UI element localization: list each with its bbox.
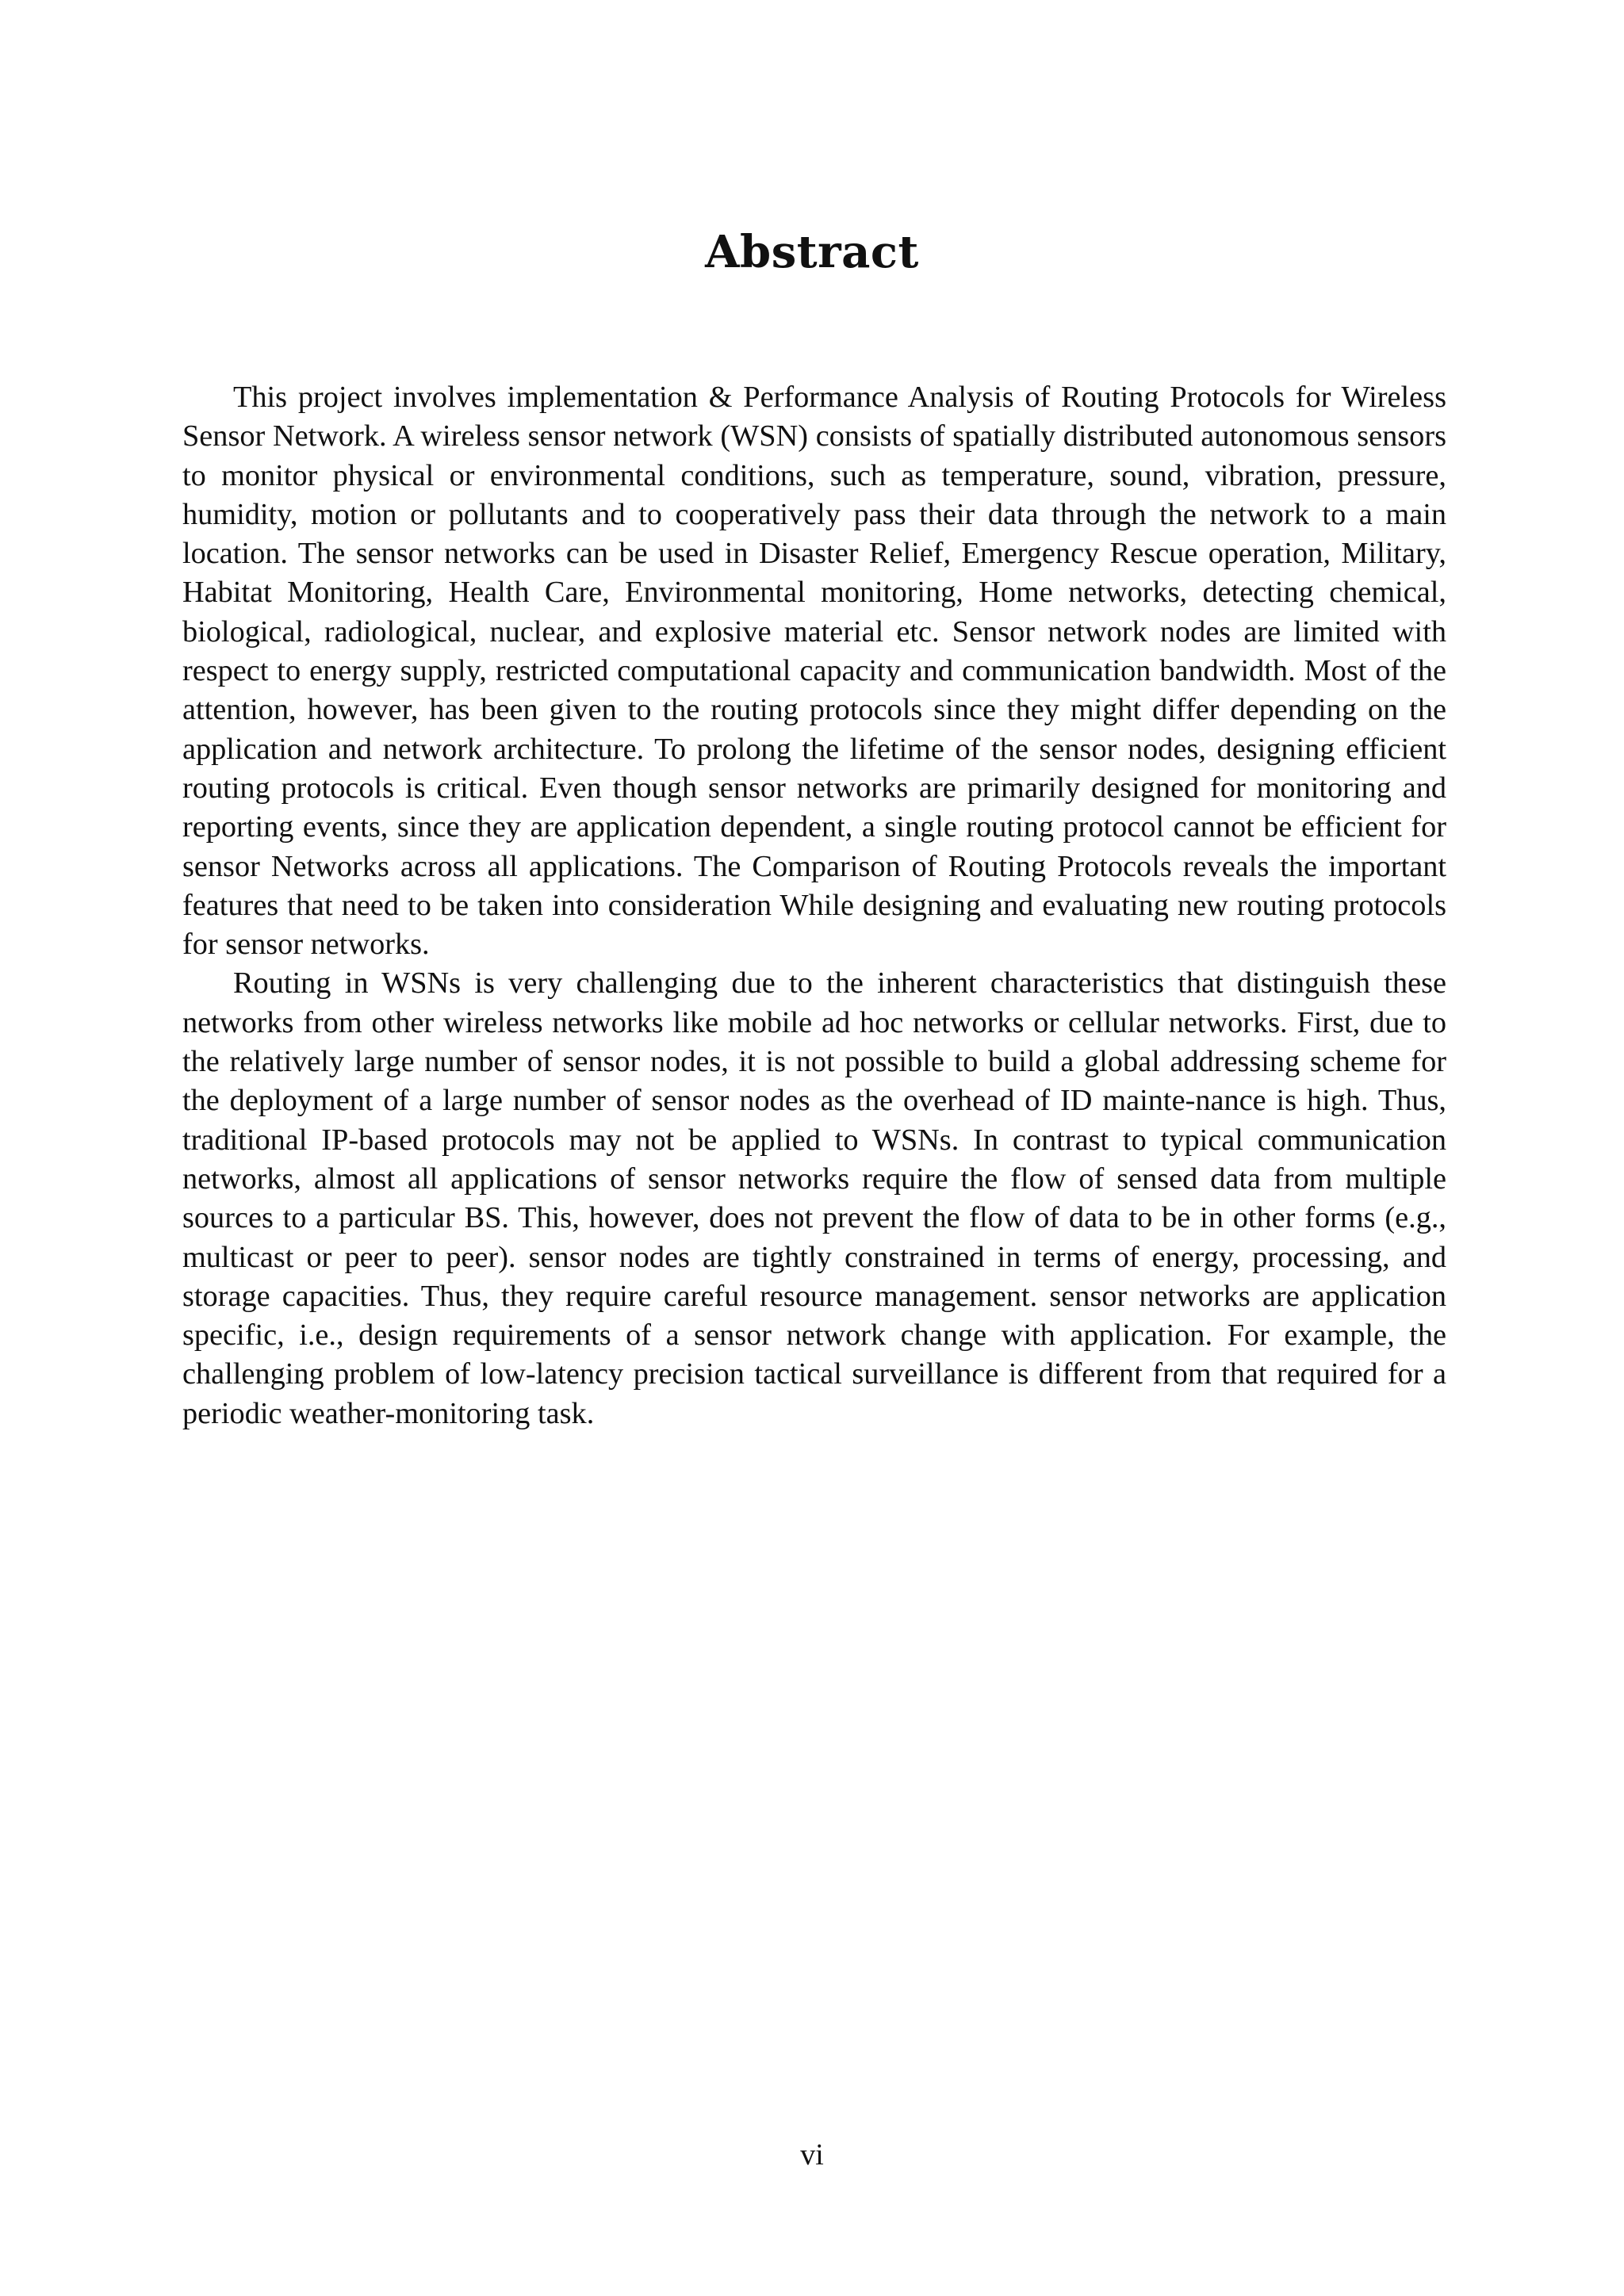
abstract-body <box>182 378 1446 1433</box>
abstract-paragraph-2: Routing in WSNs is very challenging due to the inherent characteristics that distinguish these networks from other wireless networks like mobile ad hoc networks or cellular networks. First, due to the relatively large number of sensor nodes, it is not possible to build a global addressing scheme for the deployment of a large number of sensor nodes as the overhead of ID mainte-nance is high. Thus, traditional IP-based protocols may not be applied to WSNs. In contrast to typical communication networks, almost all applications of sensor networks require the flow of sensed data from multiple sources to a particular BS. This, however, does not prevent the flow of data to be in other forms (e.g., multicast or peer to peer). sensor nodes are tightly constrained in terms of energy, processing, and storage capacities. Thus, they require careful resource management. sensor networks are application specific, i.e., design requirements of a sensor network change with application. For example, the challenging problem of low-latency precision tactical surveillance is different from that required for a periodic weather-monitoring task. <box>182 966 1446 1430</box>
page-number: vi <box>800 2138 824 2172</box>
abstract-paragraph-1: This project involves implementation & Performance Analysis of Routing Protocols for Wireless Sensor Network. A wireless sensor network (WSN) consists of spatially distributed autonomous sensors to monitor physical or environmental conditions, such as temperature, sound, vibration, pressure, humidity, motion or pollutants and to cooperatively pass their data through the network to a main location. The sensor networks can be used in Disaster Relief, Emergency Rescue operation, Military, Habitat Monitoring, Health Care, Environmental monitoring, Home networks, detecting chemical, biological, radiological, nuclear, and explosive material etc. Sensor network nodes are limited with respect to energy supply, restricted computational capacity and communication bandwidth. Most of the attention, however, has been given to the routing protocols since they might differ depending on the application and network architecture. To prolong the lifetime of the sensor nodes, designing efficient routing protocols is critical. Even though sensor networks are primarily designed for monitoring and reporting events, since they are application dependent, a single routing protocol cannot be efficient for sensor Networks across all applications. The Comparison of Routing Protocols reveals the important features that need to be taken into consideration While designing and evaluating new routing protocols for sensor networks. <box>182 381 1446 962</box>
page-title: Abstract <box>705 226 919 278</box>
